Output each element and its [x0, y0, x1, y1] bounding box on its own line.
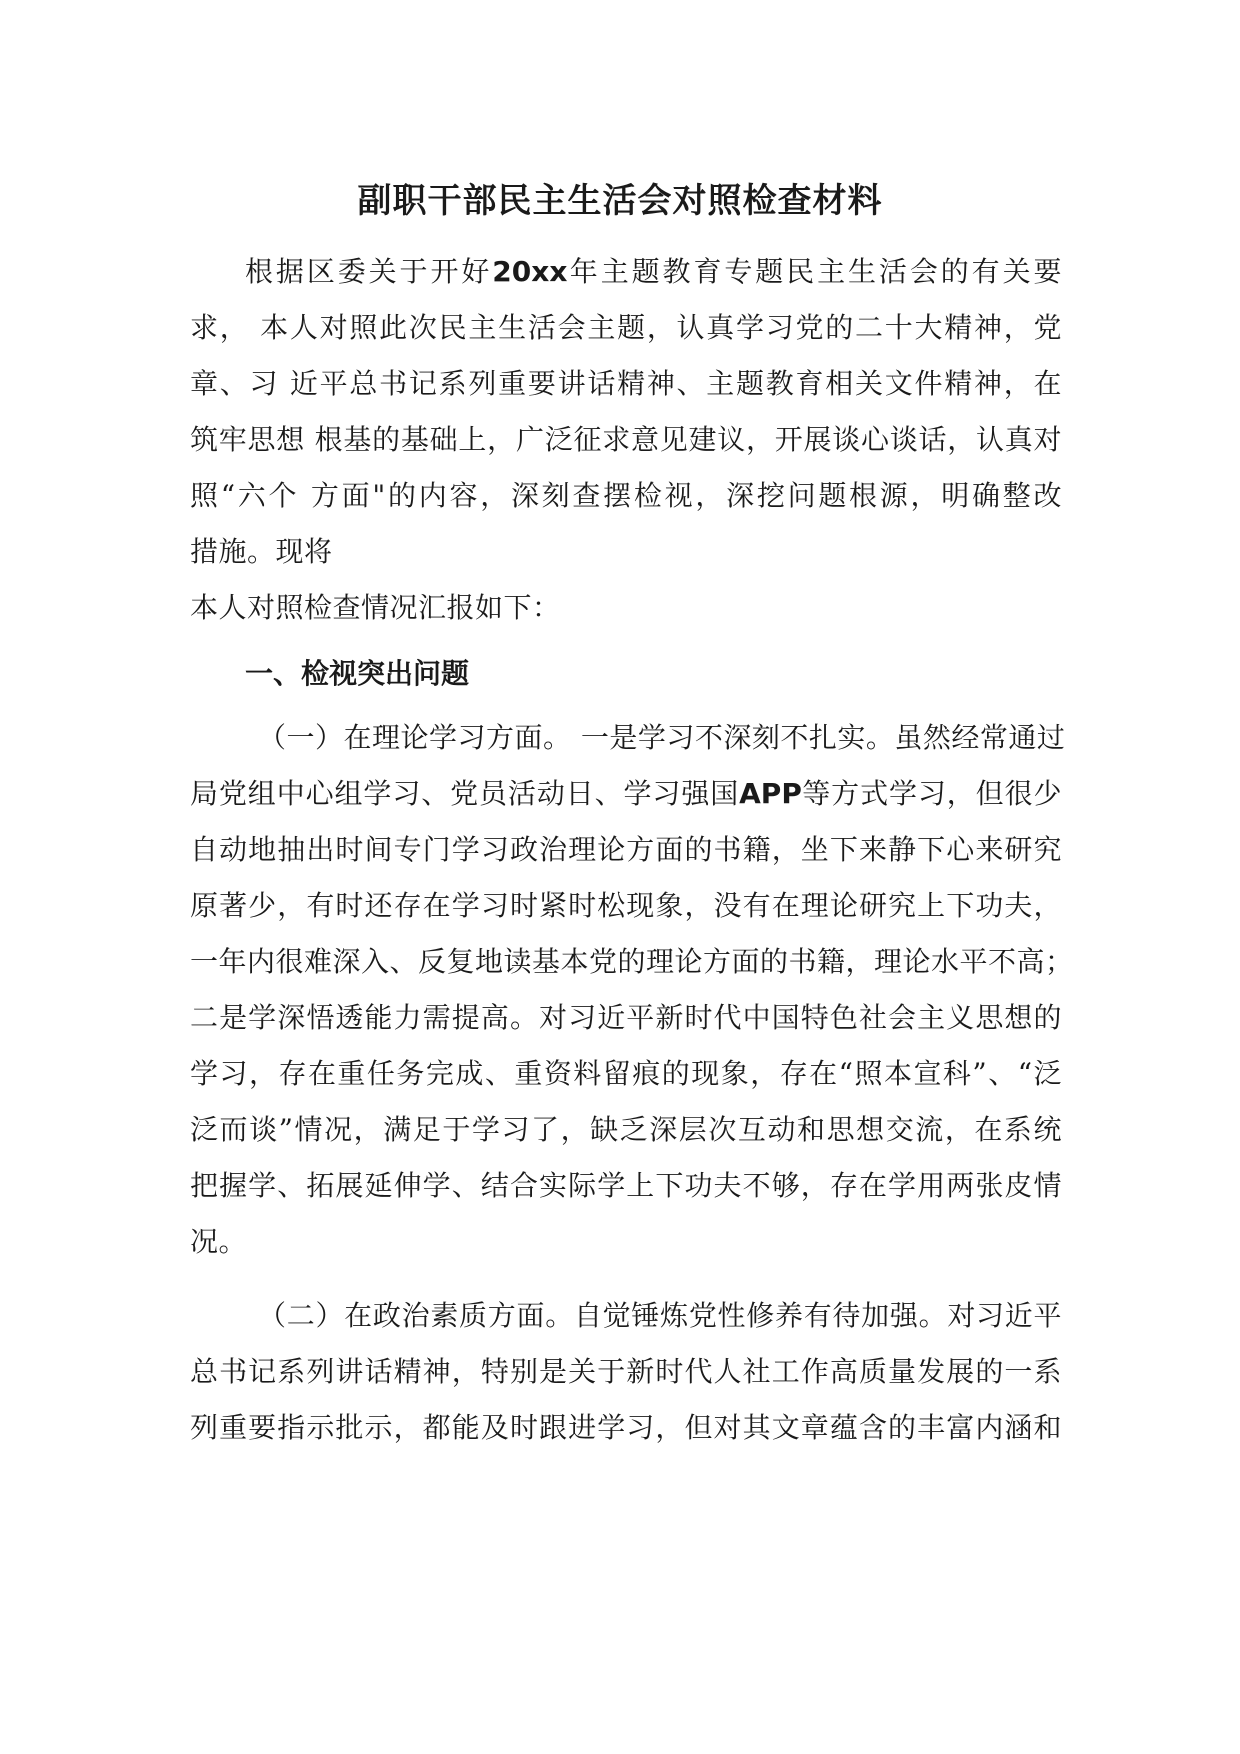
intro-line-2: 求， 本人对照此次民主生活会主题，认真学习党的二十大精神，党: [190, 311, 1062, 344]
para2-line-2: 总书记系列讲话精神，特别是关于新时代人社工作高质量发展的一系: [190, 1355, 1062, 1388]
app-label: APP: [739, 777, 802, 810]
para1-line-3: 自动地抽出时间专门学习政治理论方面的书籍，坐下来静下心来研究: [190, 833, 1062, 866]
intro-line-6: 措施。现将: [190, 535, 333, 568]
para1-line-2: [190, 774, 1062, 814]
para2-line-1: （二）在政治素质方面。自觉锤炼党性修养有待加强。对习近平: [258, 1299, 1062, 1332]
intro-line-1-post: 年主题教育专题民主生活会的有关要: [567, 255, 1062, 288]
para2-line-3: 列重要指示批示，都能及时跟进学习，但对其文章蕴含的丰富内涵和: [190, 1411, 1062, 1444]
para1-line-2-pre: 局党组中心组学习、党员活动日、学习强国: [190, 777, 740, 810]
para1-line-2-post: 等方式学习，但很少: [801, 777, 1062, 810]
para1-line-9: 把握学、拓展延伸学、结合实际学上下功夫不够，存在学用两张皮情: [190, 1169, 1062, 1202]
para1-line-5: 一年内很难深入、反复地读基本党的理论方面的书籍，理论水平不高；: [190, 945, 1074, 978]
para1-line-8: 泛而谈”情况，满足于学习了，缺乏深层次互动和思想交流，在系统: [190, 1113, 1062, 1146]
para1-line-7: 学习，存在重任务完成、重资料留痕的现象，存在“照本宣科”、“泛: [190, 1057, 1062, 1090]
intro-line-3: 章、习 近平总书记系列重要讲话精神、主题教育相关文件精神，在: [190, 367, 1062, 400]
para1-line-1: （一）在理论学习方面。 一是学习不深刻不扎实。虽然经常通过: [258, 721, 1066, 754]
intro-year: 20xx: [492, 255, 568, 288]
para1-line-4: 原著少，有时还存在学习时紧时松现象，没有在理论研究上下功夫，: [190, 889, 1062, 922]
para1-line-10: 况。: [190, 1225, 248, 1258]
intro-line-5: 照“六个 方面"的内容，深刻查摆检视，深挖问题根源，明确整改: [190, 479, 1062, 512]
intro-line-7: 本人对照检查情况汇报如下：: [190, 591, 561, 624]
para1-line-6: 二是学深悟透能力需提高。对习近平新时代中国特色社会主义思想的: [190, 1001, 1062, 1034]
document-title: 副职干部民主生活会对照检查材料: [357, 181, 883, 221]
intro-line-1-pre: 根据区委关于开好: [245, 255, 493, 288]
intro-line-1: [245, 252, 1062, 292]
section-heading-1: 一、检视突出问题: [245, 657, 470, 690]
intro-line-4: 筑牢思想 根基的基础上，广泛征求意见建议，开展谈心谈话，认真对: [190, 423, 1062, 456]
